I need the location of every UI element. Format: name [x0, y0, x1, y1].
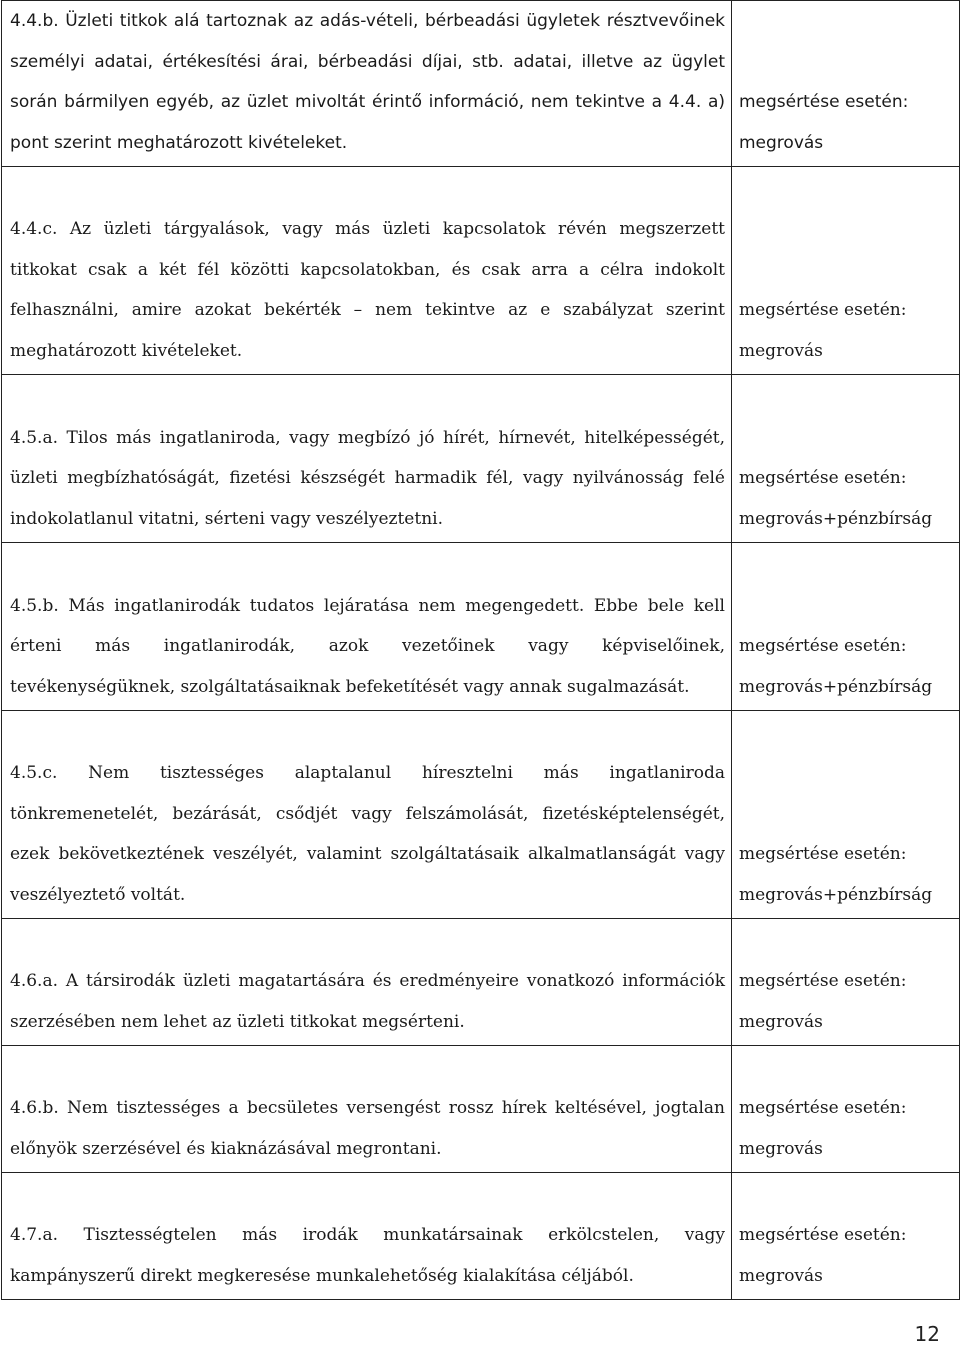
penalty-text: megsértése esetén: megrovás — [732, 167, 960, 375]
table-row — [2, 543, 960, 711]
rule-text: 4.5.a. Tilos más ingatlaniroda, vagy megbízó jó hírét, hírnevét, hitelképességét, üzleti megbízhatóságát, fizetési készségét harmadik fél, vagy nyilvánosság felé indokolatlanul vitatni, sérteni vagy veszélyeztetni. — [2, 375, 732, 543]
penalty-text: megsértése esetén: megrovás — [732, 1046, 960, 1173]
page-number: 12 — [914, 1322, 940, 1346]
rules-table — [1, 0, 960, 1300]
rule-text: 4.6.a. A társirodák üzleti magatartására és eredményeire vonatkozó információk szerzésében nem lehet az üzleti titkokat megsérteni. — [2, 919, 732, 1046]
rule-text: 4.4.c. Az üzleti tárgyalások, vagy más üzleti kapcsolatok révén megszerzett titkokat csak a két fél közötti kapcsolatokban, és csak arra a célra indokolt felhasználni, amire azokat bekérték – nem tekintve az e szabályzat szerint meghatározott kivételeket. — [2, 167, 732, 375]
table-row — [2, 167, 960, 375]
table-row — [2, 1173, 960, 1300]
penalty-text: megsértése esetén: megrovás+pénzbírság — [732, 543, 960, 711]
table-row — [2, 711, 960, 919]
penalty-text: megsértése esetén: megrovás — [732, 1, 960, 167]
table-row — [2, 1, 960, 167]
table-row — [2, 1046, 960, 1173]
penalty-text: megsértése esetén: megrovás — [732, 919, 960, 1046]
rule-text: 4.5.c. Nem tisztességes alaptalanul híresztelni más ingatlaniroda tönkremenetelét, bezárását, csődjét vagy felszámolását, fizetésképtelenségét, ezek bekövetkeztének veszélyét, valamint szolgáltatásaik alkalmatlanságát vagy veszélyeztető voltát. — [2, 711, 732, 919]
rule-text: 4.4.b. Üzleti titkok alá tartoznak az adás-vételi, bérbeadási ügyletek résztvevőinek személyi adatai, értékesítési árai, bérbeadási díjai, stb. adatai, illetve az ügylet során bármilyen egyéb, az üzlet mivoltát érintő információ, nem tekintve a 4.4. a) pont szerint meghatározott kivételeket. — [2, 1, 732, 167]
rule-text: 4.7.a. Tisztességtelen más irodák munkatársainak erkölcstelen, vagy kampányszerű direkt megkeresése munkalehetőség kialakítása céljából. — [2, 1173, 732, 1300]
rule-text: 4.6.b. Nem tisztességes a becsületes versengést rossz hírek keltésével, jogtalan előnyök szerzésével és kiaknázásával megrontani. — [2, 1046, 732, 1173]
table-row — [2, 919, 960, 1046]
table-row — [2, 375, 960, 543]
penalty-text: megsértése esetén: megrovás — [732, 1173, 960, 1300]
penalty-text: megsértése esetén: megrovás+pénzbírság — [732, 375, 960, 543]
rule-text: 4.5.b. Más ingatlanirodák tudatos lejáratása nem megengedett. Ebbe bele kell érteni más ingatlanirodák, azok vezetőinek vagy képviselőinek, tevékenységüknek, szolgáltatásaiknak befeketítését vagy annak sugalmazását. — [2, 543, 732, 711]
penalty-text: megsértése esetén: megrovás+pénzbírság — [732, 711, 960, 919]
